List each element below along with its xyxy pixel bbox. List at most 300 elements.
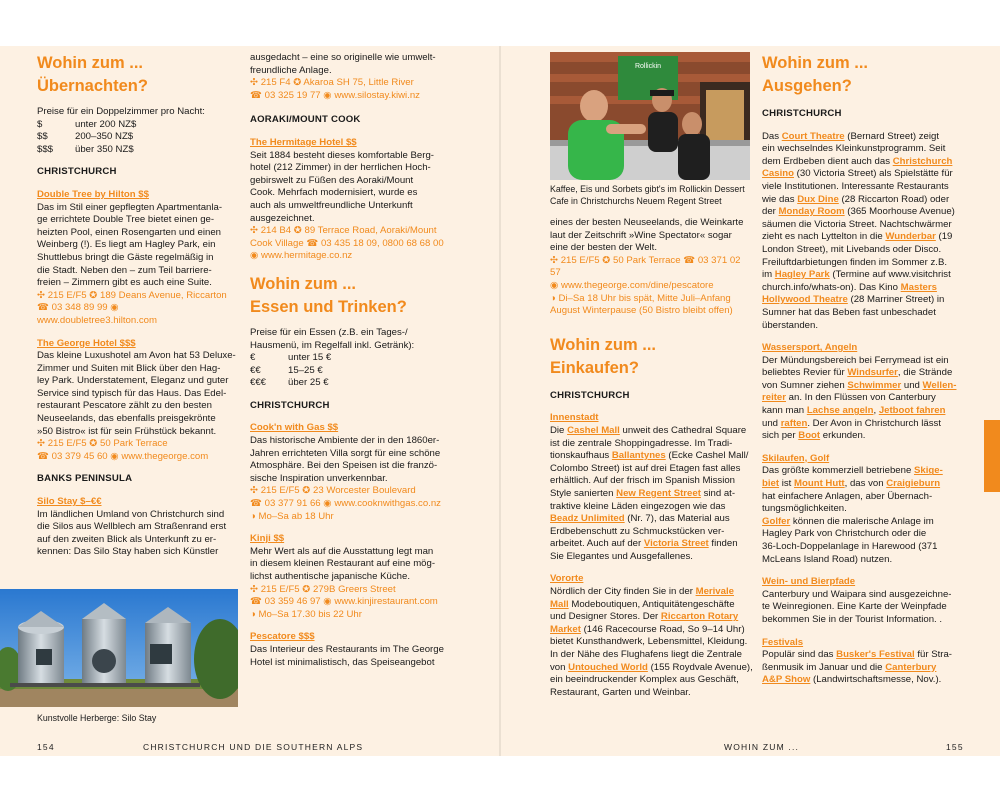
highlighted-term[interactable]: New Regent Street [616,487,701,499]
highlighted-term[interactable]: Untouched World [568,661,648,673]
text-line [762,206,967,219]
price-symbol: € [250,352,256,364]
price-list [250,352,450,390]
text-run: (146 Racecourse Road, So 9–14 Uhr) [580,623,745,635]
text-line [762,269,967,282]
text-run: (Landwirtschaftsmesse, Nov.). [810,674,942,686]
highlighted-term[interactable]: Court Theatre [781,130,845,142]
text-line: ausgezeichnet. [250,212,315,224]
text-line [762,294,967,307]
text-line [762,244,967,257]
text-line: gebirswelt zu Füßen des Aoraki/Mount [250,174,414,186]
entry-title[interactable]: Silo Stay $–€€ [37,496,102,508]
entry-info: ☎ 03 348 89 99 ◉ www.doubletree3.hilton.com [37,302,157,326]
text-run: . Der Avon in Christchurch lässt [807,417,941,429]
text-line: restaurant Pescatore zählt zu den besten [37,400,212,412]
text-run: Das größte kommerziell betriebene [762,465,914,477]
text-run: überstanden. [762,319,819,331]
text-line [762,405,967,418]
column-2 [250,52,450,669]
text-line: Weinberg (!). Es liegt am Hagley Park, ein [37,239,216,251]
text-run: viele Institutionen. Interessante Restaurants [762,180,949,192]
highlighted-term[interactable]: A&P Show [762,674,811,686]
highlighted-term[interactable]: Mount Hutt [794,478,845,490]
entry-info: ✣ 215 E/F5 ✪ 23 Worcester Boulevard [250,485,416,497]
text-line [762,392,967,405]
text-line [550,687,753,700]
section-text [762,131,967,333]
highlighted-term[interactable]: Skige- [913,465,943,477]
text-line: eines der besten Neuseelands, die Weinkarte [550,217,744,228]
text-run: te Weinregionen. Eine Karte der Weinpfade [762,601,947,613]
text-run: ist [779,478,794,490]
silo-stay-photo [0,589,238,707]
text-line [762,257,967,270]
gutter [499,46,501,756]
price-symbol: $ [37,118,43,130]
text-line [762,320,967,333]
highlighted-term[interactable]: Riccarton Rotary [660,611,739,623]
text-line: in diesem kleinen Restaurant auf eine mög- [250,558,436,570]
section-title-festivals: Festivals [762,636,804,648]
text-run: erkunden. [820,430,866,442]
text-line [762,194,967,207]
region-heading: BANKS PENINSULA [37,473,133,485]
text-line: ley Park. Understatement, Eleganz und guter [37,375,229,387]
entry-title[interactable]: Double Tree by Hilton $$ [37,188,149,200]
column-3 [550,184,753,699]
text-line [762,168,967,181]
section-title-wein: Wein- und Bierpfade [762,576,856,588]
text-line [762,355,967,368]
entry-info: August Winterpause (50 Bistro bleibt offen) [550,305,733,317]
text-line [762,465,967,478]
highlighted-term[interactable]: Merivale [695,586,734,598]
heading-line: Wohin zum ... [37,54,144,72]
entry-silo-stay [37,496,237,559]
text-run: (Ecke Cashel Mall/ [665,450,749,462]
text-line [762,430,967,443]
text-line: lichst authentische japanische Küche. [250,571,410,582]
highlighted-term[interactable]: Hollywood Theatre [762,294,848,306]
text-line [550,599,753,612]
entry-text [250,435,450,485]
entry-title[interactable]: The George Hotel $$$ [37,337,136,349]
entry-info: ◉ www.thegeorge.com/dine/pescatore [550,279,714,291]
price-row [37,131,237,144]
heading-line: Essen und Trinken? [250,297,407,316]
entry-info: ✣ 215 E/F5 ✪ 279B Greers Street [250,583,396,595]
heading-line: Übernachten? [37,77,148,95]
text-line [550,636,753,649]
text-run: bietet Kunsthandwerk, Lebensmittel, Kleidung. [550,636,748,648]
text-run: Modeboutiquen, Antiquitätengeschäfte [568,598,735,610]
region-heading: CHRISTCHURCH [37,166,117,178]
text-run: für Stra- [914,649,953,661]
text-line: ge errichtete Double Tree bietet einen ge- [37,214,215,226]
entry-text [37,350,237,438]
text-line [762,307,967,320]
entry-text [250,546,450,584]
price-intro: Preise für ein Doppelzimmer pro Nacht: [37,106,205,117]
price-list [37,119,237,157]
text-line [762,367,967,380]
text-run: (Nr. 7), das Material aus [624,513,730,525]
text-run: , die Strände [897,367,953,379]
text-run: Die [550,424,568,436]
entry-info: ✣ 215 E/F5 ✪ 189 Deans Avenue, Riccarton [37,289,227,301]
text-run: Erdbebenschutt zu Schmuckstücken ver- [550,525,725,537]
column-4 [762,52,967,687]
text-line [550,611,753,624]
running-head-right: WOHIN ZUM ... [724,742,800,752]
highlighted-term[interactable]: Windsurfer [847,367,898,379]
text-run: arbeitet. Auch auf der [550,538,644,550]
text-line [550,586,753,599]
price-row [250,352,450,365]
section-title-ski: Skilaufen, Golf [762,452,830,464]
text-line [550,450,753,463]
text-line [762,231,967,244]
heading-essen [250,273,450,319]
highlighted-term[interactable]: Busker's Festival [836,649,915,661]
section-title-wassersport: Wassersport, Angeln [762,342,858,354]
text-run: (28 Riccarton Road) oder [838,193,950,205]
highlighted-term[interactable]: Dux Dine [797,193,839,205]
text-line: Das Interieur des Restaurants im The George [250,643,444,655]
highlighted-term[interactable]: Canterbury [885,661,937,673]
text-line [550,649,753,662]
price-row [37,119,237,132]
price-range: über 25 € [288,377,329,389]
price-symbol: $$ [37,131,48,143]
text-line [550,513,753,526]
price-symbol: €€ [250,364,261,376]
column-1 [37,52,237,559]
highlighted-term[interactable]: Christchurch [892,155,953,167]
text-run: sich per [762,430,799,442]
highlighted-term[interactable]: Lachse angeln [806,405,874,417]
text-run: finden [708,538,738,550]
text-run: hat einfachere Anlagen, aber Übernach- [762,490,933,502]
text-run: Der Mündungsbereich bei Ferrymead ist ein [762,354,949,366]
running-head-left: CHRISTCHURCH UND DIE SOUTHERN ALPS [143,742,364,752]
highlighted-term[interactable]: Market [550,623,581,635]
text-line [762,491,967,504]
entry-double-tree [37,189,237,328]
text-run: ein beeindruckender Komplex aus Geschäft, [550,674,739,686]
text-run: (28 Marriner Street) in [847,294,945,306]
text-line [762,541,967,554]
highlighted-term[interactable]: Wellen- [922,379,957,391]
text-line: Das kleine Luxushotel am Avon hat 53 Deluxe- [37,350,236,362]
entry-pescatore [250,631,450,669]
text-run: , das von [844,478,887,490]
text-run: wie das [762,193,798,205]
text-line [550,551,753,564]
text-line: Neuseelands, das ebenfalls preisgekrönte [37,413,216,425]
text-line: auch als umweltfreundliche Unterkunft [250,199,413,211]
text-line: Atmosphäre. Bei den Speisen ist die franzö- [250,460,438,472]
text-line [550,662,753,675]
text-run: Canterbury und Waipara sind ausgezeichne- [762,588,952,600]
photo-caption [550,184,753,207]
entry-info: ✣ 215 F4 ✪ Akaroa SH 75, Little River [250,77,414,89]
price-row [250,365,450,378]
text-line: Cafe in Christchurchs Neuem Regent Street [550,195,722,206]
heading-line: Ausgehen? [762,77,852,95]
highlighted-term[interactable]: reiter [762,392,786,404]
text-line [550,475,753,488]
text-line: Preise für ein Essen (z.B. ein Tages-/ [250,326,408,338]
entry-george-hotel [37,338,237,464]
text-run: erhältlich. Auf der frisch im Spanish Mission [550,475,736,487]
heading-line: Wohin zum ... [762,54,869,72]
text-line: Jahren errichteten Villa sorgt für eine schöne [250,447,441,459]
entry-text [37,509,237,559]
entry-text [250,644,450,669]
chapter-tab [984,420,1000,492]
section-text [762,465,967,566]
text-run: Nördlich der City finden Sie in der [550,586,696,598]
text-line: Shuttlebus bringt die Gäste regelmäßig in [37,251,214,263]
text-line: Service sind typisch für das Haus. Das Edel- [37,387,227,399]
text-run: kann man [762,405,807,417]
text-line: Das historische Ambiente der in den 1860er- [250,435,440,447]
text-line [550,674,753,687]
entry-kinji [250,533,450,621]
text-line [762,649,967,662]
text-line: laut der Zeitschrift »Wine Spectator« sogar [550,229,732,241]
highlighted-term[interactable]: Boot [798,430,821,442]
text-line: Zimmer und Suiten mit Blick über den Hag- [37,362,221,374]
text-run: church.info/whats-on). Das Kino [762,281,901,293]
price-row [250,377,450,390]
highlighted-term[interactable]: Craigieburn [886,478,941,490]
highlighted-term[interactable]: Schwimmer [847,379,902,391]
text-line [762,478,967,491]
text-line: Cook. Mehrfach modernisiert, wurde es [250,187,418,199]
text-line: freundliche Anlage. [250,64,332,76]
entry-info: ◑ Mo–Sa ab 18 Uhr [250,510,334,522]
text-run: können die malerische Anlage im [790,515,934,527]
text-run: und Designer Stores. Der [550,611,661,623]
text-run: im [762,269,775,281]
text-line [762,528,967,541]
section-text [762,649,967,687]
text-line [550,526,753,539]
entry-info: ◑ Di–Sa 18 Uhr bis spät, Mitte Juli–Anfang [550,292,731,304]
price-intro [250,327,450,352]
text-line [762,516,967,529]
highlighted-term[interactable]: Masters [900,281,937,293]
text-run: Hagley Park von Christchurch oder die [762,528,927,540]
section-text [762,355,967,443]
text-line: Hausmenü, im Regelfall inkl. Getränk): [250,339,415,351]
page-number-left: 154 [37,742,55,752]
text-line [550,463,753,476]
text-run: säumen die Victoria Street. Nachtschwärmer [762,218,952,230]
text-run: Style sanierten [550,487,617,499]
text-run: zieht es nach Lyttelton in die [762,231,886,243]
text-run: (155 Roydvale Avenue), [647,661,753,673]
entry-title[interactable]: Cook'n with Gas $$ [250,422,339,434]
region-heading: CHRISTCHURCH [250,399,330,411]
text-line: eine der besten der Welt. [550,242,658,254]
cafe-sign-text: Rollickin [634,63,662,70]
entry-title[interactable]: Pescatore $$$ [250,631,315,643]
text-line: Kaffee, Eis und Sorbets gibt's im Rollickin Dessert [550,184,745,194]
entry-info: ☎ 03 325 19 77 ◉ www.silostay.kiwi.nz [250,89,420,101]
text-run: der [762,206,779,218]
text-line: heizten Pool, einen Rosengarten und einen [37,226,222,238]
section-title-innenstadt: Innenstadt [550,412,599,424]
text-run: dem Erdbeben dient auch das [762,155,893,167]
text-line: Mehr Wert als auf die Ausstattung legt man [250,545,434,557]
entry-text [37,202,237,290]
text-line [762,181,967,194]
text-line [762,131,967,144]
text-line [762,674,967,687]
text-run: In der Nähe des Flughafens liegt die Zentrale [550,649,742,661]
text-line: hotel (212 Zimmer) in der herrlichen Hoch- [250,162,431,174]
highlighted-term[interactable]: Hagley Park [774,269,830,281]
text-run: (Termine auf www.visitchrist [829,269,951,281]
text-line: Das im Stil einer gepflegten Apartmentanla- [37,201,223,213]
text-line [762,589,967,602]
text-run: von [550,661,569,673]
text-run: , [873,405,879,417]
text-line [762,503,967,516]
heading-ausgehen [762,52,967,98]
entry-title[interactable]: The Hermitage Hotel $$ [250,136,357,148]
highlighted-term[interactable]: Golfer [762,515,791,527]
text-run: von Sumner ziehen [762,379,848,391]
text-run: Populär sind das [762,649,837,661]
text-run: tungsmöglichkeiten. [762,503,847,515]
text-line [762,380,967,393]
text-line [762,614,967,627]
text-line: auf den zweiten Blick als Unterkunft zu er- [37,533,217,545]
text-run: Sumner hat das Beben fast unbeschadet [762,306,936,318]
text-line: freien – Zimmern gibt es auch eine Suite. [37,277,212,289]
entry-info: ☎ 03 379 45 60 ◉ www.thegeorge.com [37,450,209,462]
text-line: ausgedacht – eine so originelle wie umwelt- [250,52,436,63]
text-line [762,156,967,169]
entry-info: ☎ 03 377 91 66 ◉ www.cooknwithgas.co.nz [250,498,441,510]
highlighted-term[interactable]: raften [780,417,808,429]
text-run: ßenmusik im Januar und die [762,661,886,673]
highlighted-term[interactable]: Jetboot fahren [878,405,946,417]
entry-hermitage [250,137,450,263]
entry-info: ✣ 215 E/F5 ✪ 50 Park Terrace ☎ 03 371 02 57 [550,254,741,279]
text-run: London Street), mit Livebands oder Disco. [762,243,942,255]
text-run: ist die zentrale Shoppingadresse. Im Tradi- [550,437,733,449]
text-line [762,282,967,295]
text-run: und [762,417,781,429]
text-line [762,554,967,567]
highlighted-term[interactable]: Beadz Unlimited [550,513,625,525]
page-number-right: 155 [946,742,964,752]
price-range: über 350 NZ$ [75,143,134,155]
heading-line: Wohin zum ... [250,274,357,293]
price-range: 15–25 € [288,364,323,376]
text-run: Colombo Street) ist auf drei Etagen fast alles [550,462,741,474]
text-run: (30 Victoria Street) als Spielstätte für [794,168,953,180]
region-heading: CHRISTCHURCH [550,389,630,401]
highlighted-term[interactable]: Victoria Street [643,538,709,550]
section-title-vororte: Vororte [550,573,584,585]
region-heading: AORAKI/MOUNT COOK [250,114,361,126]
text-line [550,624,753,637]
price-range: 200–350 NZ$ [75,131,134,143]
text-run: und [901,379,923,391]
text-line [550,538,753,551]
text-run: Freiluftdarbietungen finden im Sommer z.B. [762,256,948,268]
heading-line: Einkaufen? [550,358,639,377]
text-run: (365 Moorhouse Avenue) [844,206,955,218]
price-symbol: €€€ [250,377,267,389]
text-line: Im ländlichen Umland von Christchurch sind [37,508,225,520]
cafe-photo [550,52,750,180]
highlighted-term[interactable]: biet [762,478,780,490]
highlighted-term[interactable]: Cashel Mall [567,424,620,436]
section-text [762,589,967,627]
text-line: die Stadt. Neben den – zum Teil barriere- [37,264,212,276]
text-line: »50 Bistro« ist für sein Frühstück bekannt. [37,425,217,437]
text-line: Hotel ist minimalistisch, das Speiseangebot [250,656,435,668]
entry-info: ☎ 03 359 46 97 ◉ www.kinjirestaurant.com [250,596,438,608]
price-range: unter 15 € [288,352,332,364]
text-line: Seit 1884 besteht dieses komfortable Berg- [250,149,434,161]
price-symbol: $$$ [37,143,54,155]
text-run: (19 [935,231,953,243]
text-run: ein wechselndes Kleinkunstprogramm. Seit [762,143,946,155]
entry-info: ✣ 214 B4 ✪ 89 Terrace Road, Aoraki/Mount [250,225,437,237]
text-line [550,501,753,514]
text-run: unweit des Cathedral Square [619,424,747,436]
text-line: die Silos aus Wellblech am Straßenrand erst [37,521,227,533]
highlighted-term[interactable]: Ballantynes [611,450,666,462]
text-run: McLeans Island Road) nutzen. [762,553,893,565]
highlighted-term[interactable]: Monday Room [778,206,845,218]
text-line [762,143,967,156]
text-run: 36-Loch-Doppelanlage in Harewood (371 [762,541,938,552]
text-line: kennen: Das Silo Stay haben sich Künstler [37,546,219,558]
price-row [37,144,237,157]
photo-caption: Kunstvolle Herberge: Silo Stay [37,713,157,723]
text-run: bekommen Sie in der Tourist Information. . [762,613,943,625]
highlighted-term[interactable]: Mall [550,598,569,610]
entry-info: ✣ 215 E/F5 ✪ 50 Park Terrace [37,438,168,450]
entry-info: ◑ Mo–Sa 17.30 bis 22 Uhr [250,608,362,620]
text-line [762,219,967,232]
text-line [550,438,753,451]
entry-text [250,150,450,226]
text-run: sind at- [700,487,736,499]
text-run: traktive kleine Läden eingezogen wie das [550,500,726,512]
heading-line: Wohin zum ... [550,335,657,354]
highlighted-term[interactable]: Casino [762,168,794,180]
entry-title[interactable]: Kinji $$ [250,533,285,545]
highlighted-term[interactable]: Wunderbar [885,231,936,243]
text-run: (Bernard Street) zeigt [844,130,940,142]
text-run: an. In den Flüssen von Canterbury [786,392,936,404]
text-line [762,601,967,614]
price-range: unter 200 NZ$ [75,118,137,130]
entry-info: Cook Village ☎ 03 435 18 09, 0800 68 68 00 [250,237,444,249]
text-line: sische Inspiration unverkennbar. [250,472,388,484]
